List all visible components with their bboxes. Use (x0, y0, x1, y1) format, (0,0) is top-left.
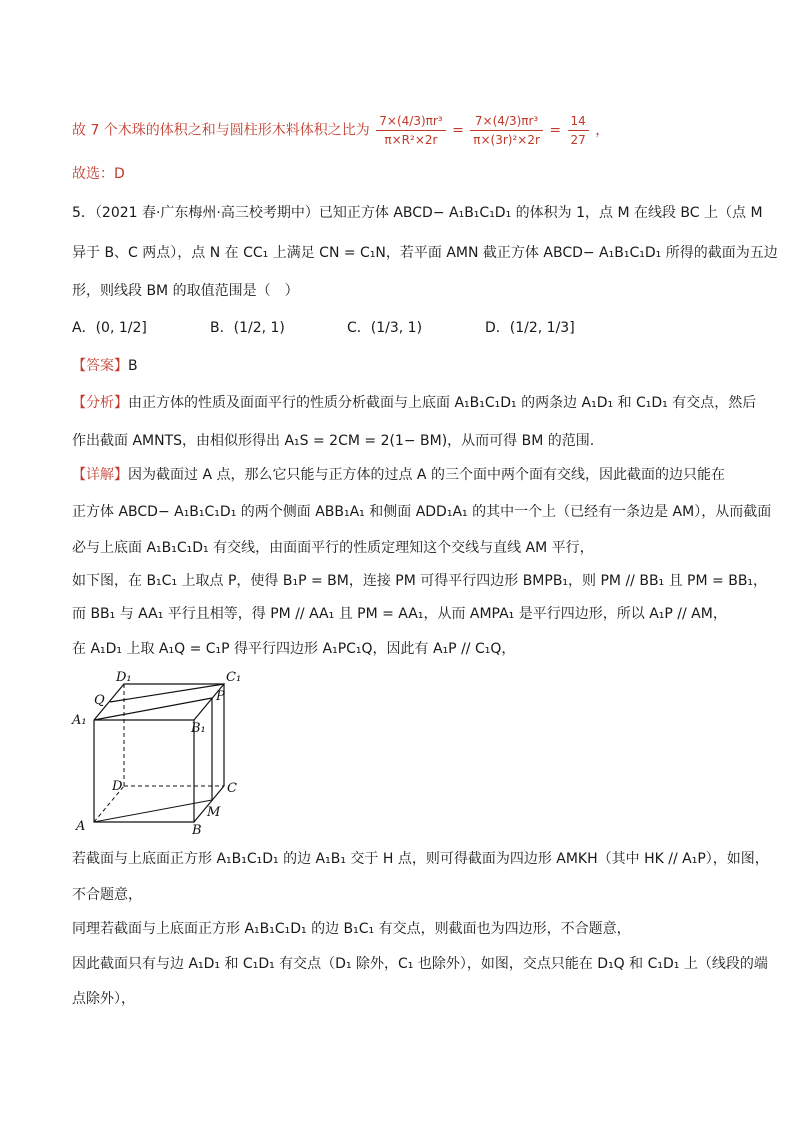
after-line-5: 点除外）， (72, 991, 135, 1007)
fraction-1 (376, 112, 445, 149)
answer-choice-line: 故选：D (72, 166, 125, 182)
option-c: C．(1/3, 1) (347, 320, 423, 336)
option-d: D．(1/2, 1/3] (485, 320, 575, 336)
label-b: B (192, 823, 202, 838)
analysis-line-2: 作出截面 AMNTS，由相似形得出 A₁S = 2CM = 2(1− BM)，从而可得 BM 的范围. (72, 433, 595, 449)
ratio-prefix: 故 7 个木珠的体积之和与圆柱形木料体积之比为 (72, 122, 370, 139)
detail-line-6: 在 A₁D₁ 上取 A₁Q = C₁P 得平行四边形 A₁PC₁Q，因此有 A₁P // C₁Q， (72, 641, 516, 657)
cube-figure (66, 668, 256, 840)
fraction-1-denominator: π×R²×2r (384, 133, 438, 147)
answer-value: B (128, 358, 138, 374)
fraction-3 (568, 112, 589, 149)
analysis-line-1: 【分析】由正方体的性质及面面平行的性质分析截面与上底面 A₁B₁C₁D₁ 的两条边 A₁D₁ 和 C₁D₁ 有交点，然后 (72, 395, 757, 411)
cube-front-face (94, 720, 194, 822)
after-line-1: 若截面与上底面正方形 A₁B₁C₁D₁ 的边 A₁B₁ 交于 H 点，则可得截面为四边形 AMKH（其中 HK // A₁P），如图， (72, 851, 769, 867)
detail-line-5: 而 BB₁ 与 AA₁ 平行且相等，得 PM // AA₁ 且 PM = AA₁，从而 AMPA₁ 是平行四边形，所以 A₁P // AM， (72, 606, 727, 622)
analysis-tag: 【分析】 (72, 395, 128, 411)
label-a: A (76, 819, 86, 834)
label-q: Q (94, 693, 105, 708)
label-c: C (227, 781, 237, 796)
label-m: M (207, 805, 221, 820)
after-line-4: 因此截面只有与边 A₁D₁ 和 C₁D₁ 有交点（D₁ 除外，C₁ 也除外），如图，交点只能在 D₁Q 和 C₁D₁ 上（线段的端 (72, 956, 768, 972)
fraction-2 (470, 112, 543, 149)
fraction-3-denominator: 27 (570, 133, 586, 147)
answer-block (72, 357, 138, 375)
fraction-2-denominator: π×(3r)²×2r (473, 133, 540, 147)
detail-tag: 【详解】 (72, 467, 128, 483)
label-d: D (112, 779, 123, 794)
fraction-1-numerator: 7×(4/3)πr³ (376, 112, 445, 131)
label-c1: C₁ (226, 670, 242, 685)
answer-tag: 【答案】 (72, 358, 128, 374)
question-line-2: 异于 B、C 两点），点 N 在 CC₁ 上满足 CN = C₁N，若平面 AMN 截正方体 ABCD− A₁B₁C₁D₁ 所得的截面为五边 (72, 245, 778, 261)
detail-line-2: 正方体 ABCD− A₁B₁C₁D₁ 的两个侧面 ABB₁A₁ 和侧面 ADD₁A₁ 的其中一个上（已经有一条边是 AM），从而截面 (72, 504, 772, 520)
label-p: P (216, 689, 225, 704)
detail-line-1: 【详解】因为截面过 A 点，那么它只能与正方体的过点 A 的三个面中两个面有交线，因此截面的边只能在 (72, 467, 725, 483)
question-line-3: 形，则线段 BM 的取值范围是（ ） (72, 283, 299, 299)
label-a1: A₁ (72, 713, 87, 728)
option-a: A．(0, 1/2] (72, 320, 147, 336)
detail-line-3: 必与上底面 A₁B₁C₁D₁ 有交线，由面面平行的性质定理知这个交线与直线 AM 平行， (72, 540, 594, 556)
after-line-3: 同理若截面与上底面正方形 A₁B₁C₁D₁ 的边 B₁C₁ 有交点，则截面也为四边形，不合题意， (72, 921, 631, 937)
question-line-1: 5．（2021 春·广东梅州·高三校考期中）已知正方体 ABCD− A₁B₁C₁D₁ 的体积为 1，点 M 在线段 BC 上（点 M (72, 205, 763, 221)
fraction-3-numerator: 14 (568, 112, 589, 131)
ratio-line: 故 7 个木珠的体积之和与圆柱形木料体积之比为 $\frac{\text{7×(4/3)πr³}}{\text{π×R²×2r}}$ = $\frac{\text{7×(4/3)πr³}}{\text{π×(3r)²×2r}}$ = $\frac{14}{27}$ ， (72, 114, 610, 147)
label-b1: B₁ (191, 721, 206, 736)
detail-line-4: 如下图，在 B₁C₁ 上取点 P，使得 B₁P = BM，连接 PM 可得平行四边形 BMPB₁，则 PM // BB₁ 且 PM = BB₁， (72, 573, 768, 589)
label-d1: D₁ (116, 670, 132, 685)
after-line-2: 不合题意， (72, 887, 142, 903)
fraction-2-numerator: 7×(4/3)πr³ (470, 112, 543, 131)
option-b: B．(1/2, 1) (210, 320, 285, 336)
